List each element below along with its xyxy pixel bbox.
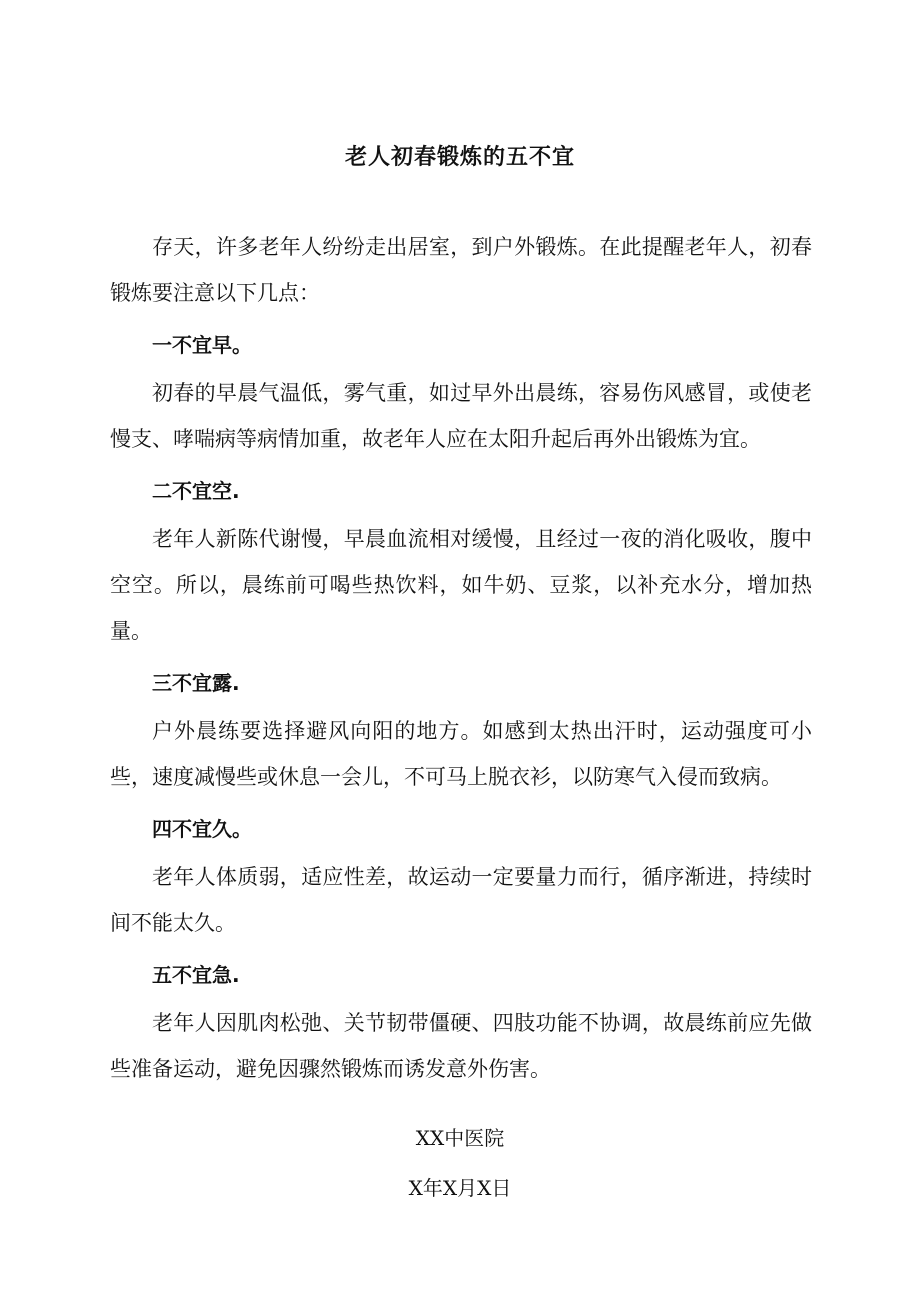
document-title: 老人初春锻炼的五不宜 [344, 145, 575, 170]
section-heading-4: 四不宜久。 [152, 817, 252, 841]
section-heading-3: 三不宜露. [152, 671, 240, 695]
document-body [110, 224, 812, 1092]
section-body-3: 户外晨练要选择避风向阳的地方。如感到太热出汗时，运动强度可小些，速度减慢些或休息一会儿，不可马上脱衣衫，以防寒气入侵而致病。 [110, 719, 812, 789]
organization-signature: XX中医院 [415, 1126, 505, 1150]
intro-paragraph: 存天，许多老年人纷纷走出居室，到户外锻炼。在此提醒老年人，初春锻炼要注意以下几点： [110, 235, 812, 305]
section-body-2: 老年人新陈代谢慢，早晨血流相对缓慢，且经过一夜的消化吸收，腹中空空。所以，晨练前可喝些热饮料，如牛奶、豆浆，以补充水分，增加热量。 [110, 527, 812, 643]
section-heading-2: 二不宜空. [152, 479, 240, 503]
section-heading-5: 五不宜急. [152, 963, 240, 987]
section-body-1: 初春的早晨气温低，雾气重，如过早外出晨练，容易伤风感冒，或使老慢支、哮喘病等病情加重，故老年人应在太阳升起后再外出锻炼为宜。 [110, 381, 812, 451]
section-body-4: 老年人体质弱，适应性差，故运动一定要量力而行，循序渐进，持续时间不能太久。 [110, 865, 812, 935]
section-heading-1: 一不宜早。 [152, 333, 252, 357]
section-body-5: 老年人因肌肉松弛、关节韧带僵硬、四肢功能不协调，故晨练前应先做些准备运动，避免因骤然锻炼而诱发意外伤害。 [110, 1011, 812, 1081]
document-date: X年X月X日 [408, 1176, 512, 1200]
